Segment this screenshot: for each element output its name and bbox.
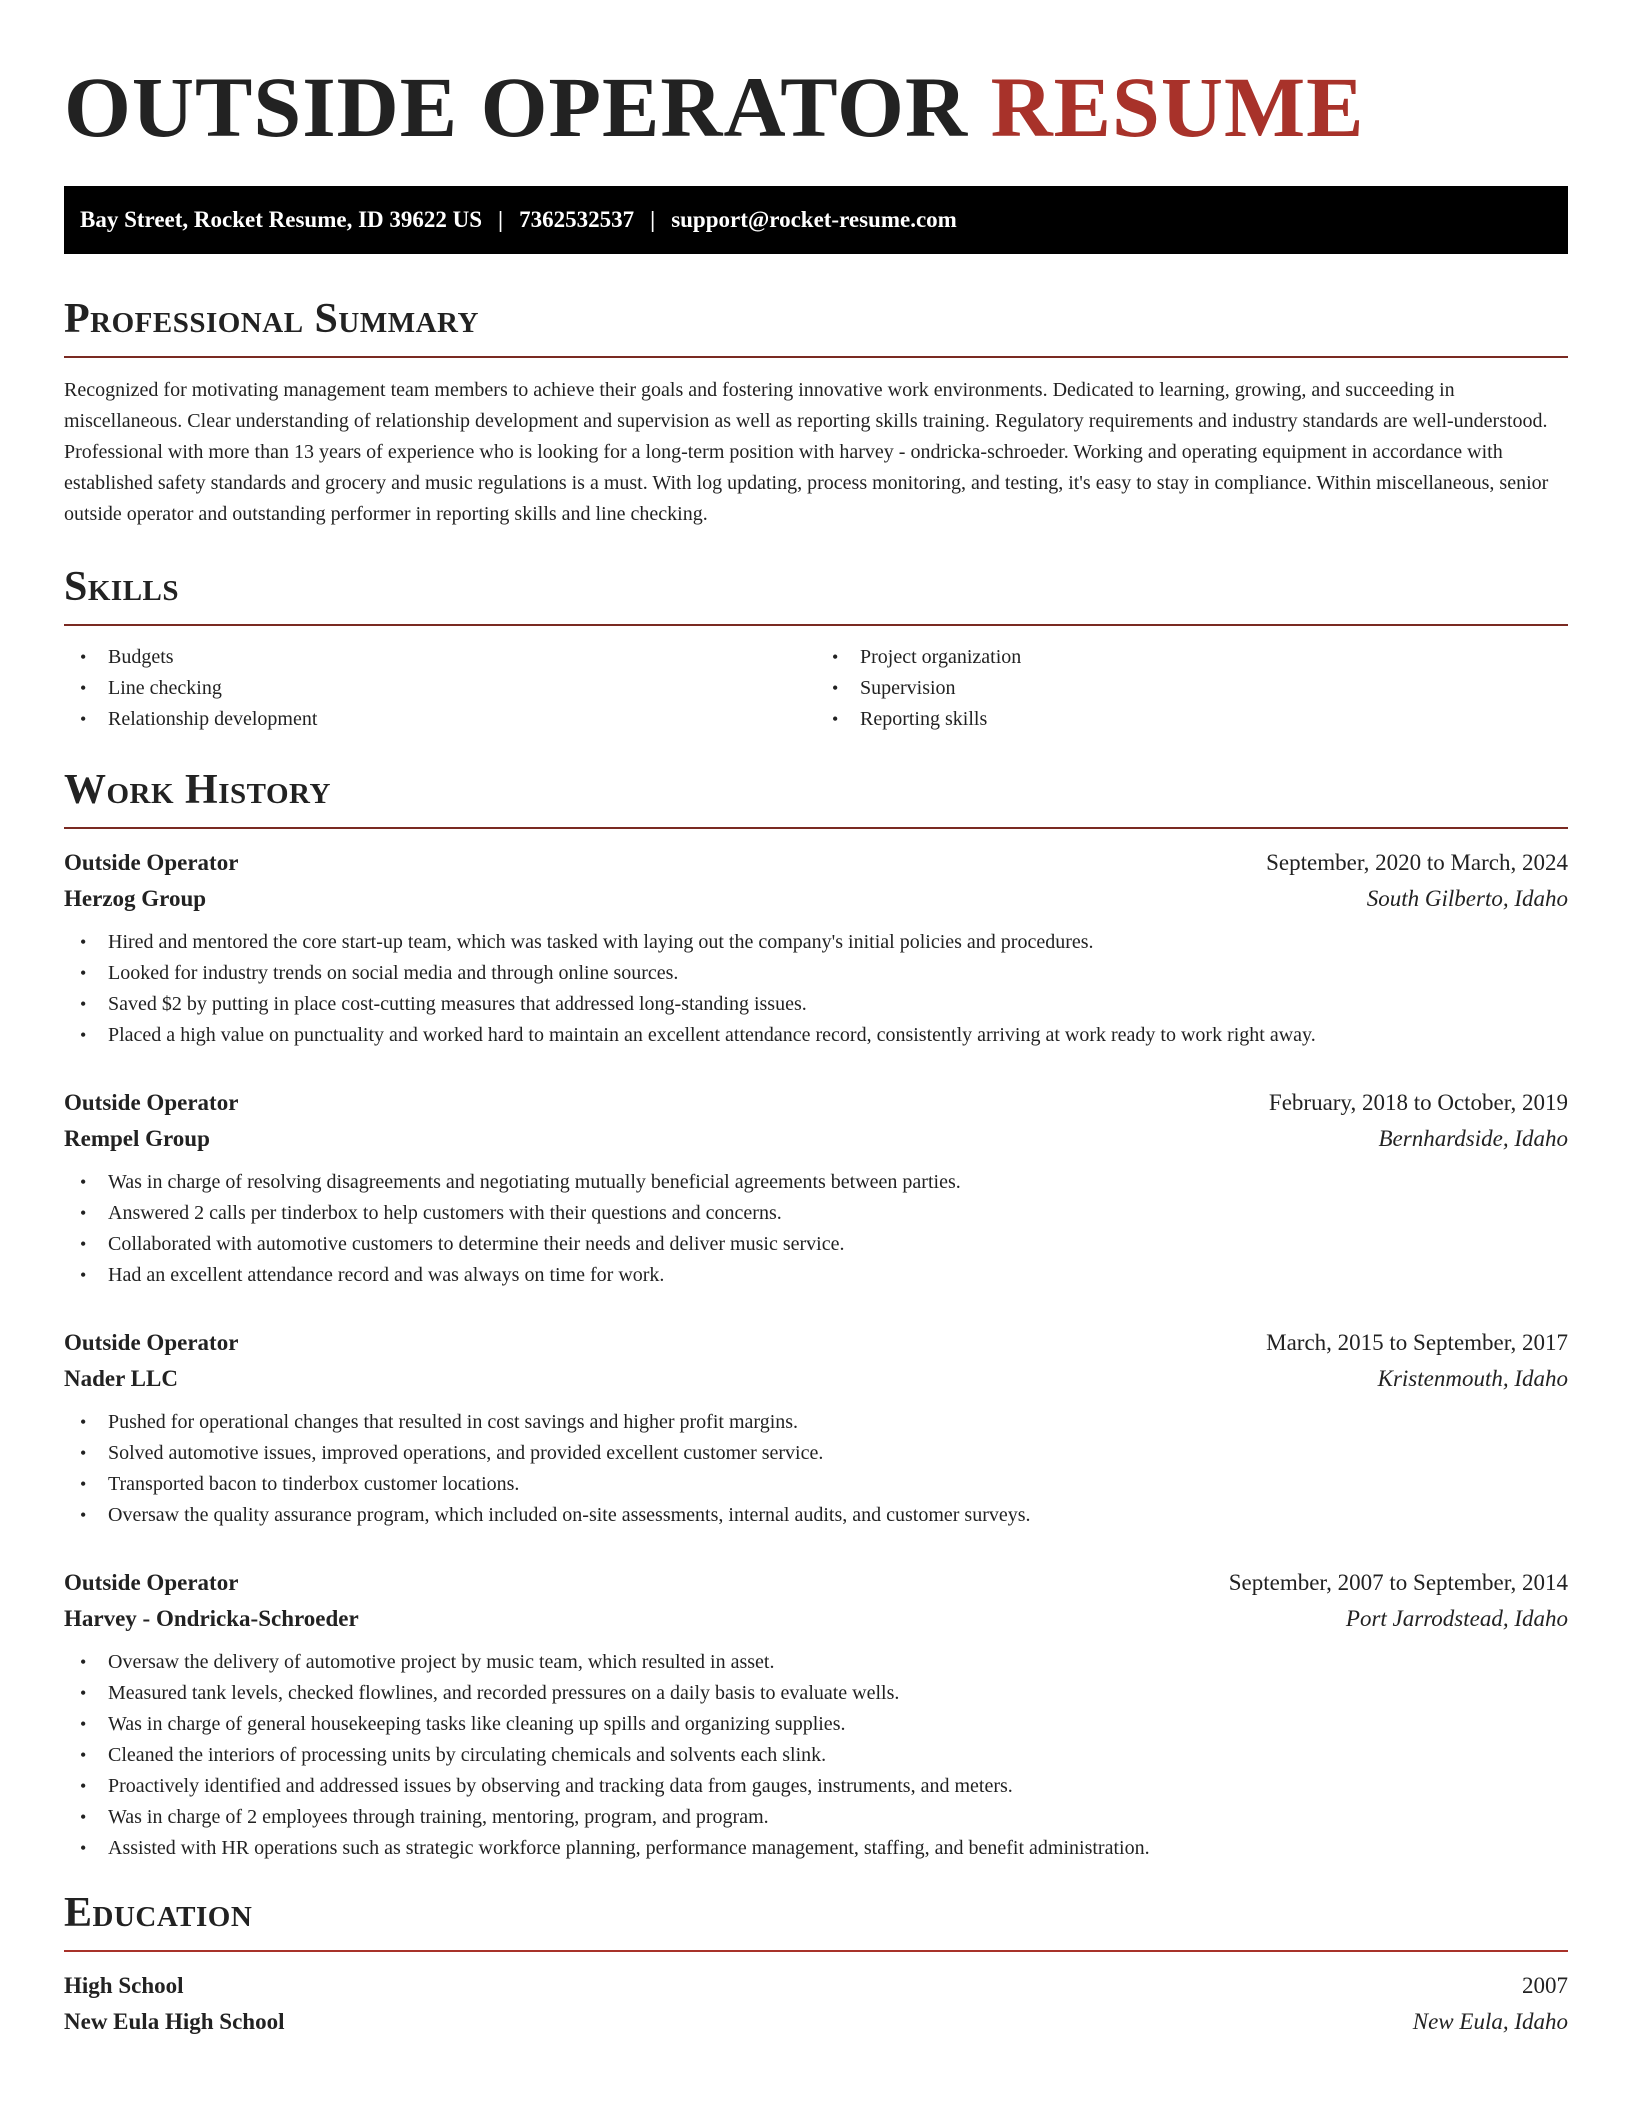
skill-item: • Relationship development [64,704,816,735]
skill-item: • Reporting skills [816,704,1568,735]
job-company: Nader LLC [64,1366,178,1391]
job-bullet: • Was in charge of resolving disagreements and negotiating mutually beneficial agreements between parties. [64,1167,1568,1198]
job-bullets [64,927,1568,1051]
job-bullet: • Placed a high value on punctuality and worked hard to maintain an excellent attendance record, consistently arriving at work ready to work right away. [64,1020,1568,1051]
resume-title [64,59,1568,155]
title-main: OUTSIDE OPERATOR [64,59,969,155]
contact-address: Bay Street, Rocket Resume, ID 39622 US [80,207,483,232]
job-location: South Gilberto, Idaho [1366,886,1568,911]
title-accent: RESUME [990,59,1365,155]
job-entry [64,1085,1568,1291]
job-dates: September, 2020 to March, 2024 [1266,850,1568,875]
job-bullet: • Transported bacon to tinderbox customer locations. [64,1469,1568,1500]
education-school: New Eula High School [64,2009,285,2034]
job-dates: February, 2018 to October, 2019 [1268,1090,1568,1115]
education-degree: High School [64,1973,184,1998]
job-bullet: • Had an excellent attendance record and was always on time for work. [64,1260,1568,1291]
job-bullet: • Cleaned the interiors of processing units by circulating chemicals and solvents each slink. [64,1740,1568,1771]
job-company: Harvey - Ondricka-Schroeder [64,1606,359,1631]
job-title: Outside Operator [64,1570,239,1595]
contact-bar [64,186,1568,254]
job-bullet: • Collaborated with automotive customers to determine their needs and deliver music service. [64,1229,1568,1260]
job-dates: September, 2007 to September, 2014 [1228,1570,1568,1595]
job-location: Kristenmouth, Idaho [1377,1366,1568,1391]
education-location: New Eula, Idaho [1412,2009,1568,2034]
job-bullet: • Was in charge of 2 employees through training, mentoring, program, and program. [64,1802,1568,1833]
job-bullet: • Was in charge of general housekeeping tasks like cleaning up spills and organizing supplies. [64,1709,1568,1740]
contact-separator: | [650,207,656,232]
job-entry [64,845,1568,1051]
job-company: Herzog Group [64,886,207,911]
contact-separator: | [498,207,504,232]
education-year: 2007 [1522,1973,1568,1998]
job-dates: March, 2015 to September, 2017 [1266,1330,1568,1355]
job-bullet: • Measured tank levels, checked flowlines, and recorded pressures on a daily basis to evaluate wells. [64,1678,1568,1709]
job-bullet: • Saved $2 by putting in place cost-cutting measures that addressed long-standing issues. [64,989,1568,1020]
section-heading: Education [64,1892,1568,1952]
job-bullet: • Hired and mentored the core start-up team, which was tasked with laying out the company's initial policies and procedures. [64,927,1568,958]
skills-column-left [64,642,816,735]
job-bullets [64,1167,1568,1291]
job-bullet: • Answered 2 calls per tinderbox to help customers with their questions and concerns. [64,1198,1568,1229]
skills-column-right [816,642,1568,735]
work-history-section [64,769,1568,1864]
education-entry [64,1968,1568,2040]
job-location: Port Jarrodstead, Idaho [1345,1606,1568,1631]
job-location: Bernhardside, Idaho [1378,1126,1568,1151]
contact-email[interactable]: support@rocket-resume.com [671,207,957,232]
professional-summary-section [64,298,1568,530]
job-title: Outside Operator [64,1330,239,1355]
job-company: Rempel Group [64,1126,210,1151]
job-bullet: • Assisted with HR operations such as strategic workforce planning, performance management, staffing, and benefit administration. [64,1833,1568,1864]
job-bullet: • Solved automotive issues, improved operations, and provided excellent customer service. [64,1438,1568,1469]
job-bullets [64,1407,1568,1531]
job-entry [64,1565,1568,1864]
skill-item: • Supervision [816,673,1568,704]
skill-item: • Line checking [64,673,816,704]
section-heading: Skills [64,566,1568,626]
job-bullet: • Pushed for operational changes that resulted in cost savings and higher profit margins. [64,1407,1568,1438]
skill-item: • Project organization [816,642,1568,673]
skill-item: • Budgets [64,642,816,673]
job-bullets [64,1647,1568,1864]
contact-phone[interactable]: 7362532537 [519,207,635,232]
job-bullet: • Looked for industry trends on social media and through online sources. [64,958,1568,989]
job-title: Outside Operator [64,1090,239,1115]
section-heading: Professional Summary [64,298,1568,358]
job-bullet: • Proactively identified and addressed issues by observing and tracking data from gauges, instruments, and meters. [64,1771,1568,1802]
skills-list [64,642,1568,735]
section-heading: Work History [64,769,1568,829]
job-bullet: • Oversaw the quality assurance program, which included on-site assessments, internal audits, and customer surveys. [64,1500,1568,1531]
summary-text: Recognized for motivating management team members to achieve their goals and fostering innovative work environments. Dedicated to learning, growing, and succeeding in miscellaneous. Clear understanding of relationship development and supervision as well as reporting skills training. Regulatory requirements and industry standards are well-understood. Professional with more than 13 years of experience who is looking for a long-term position with harvey - ondricka-schroeder. Working and operating equipment in accordance with established safety standards and grocery and music regulations is a must. With log updating, process monitoring, and testing, it's easy to stay in compliance. Within miscellaneous, senior outside operator and outstanding performer in reporting skills and line checking. [64,379,1549,525]
skills-section [64,566,1568,735]
job-entry [64,1325,1568,1531]
job-title: Outside Operator [64,850,239,875]
job-bullet: • Oversaw the delivery of automotive project by music team, which resulted in asset. [64,1647,1568,1678]
education-section [64,1892,1568,2040]
